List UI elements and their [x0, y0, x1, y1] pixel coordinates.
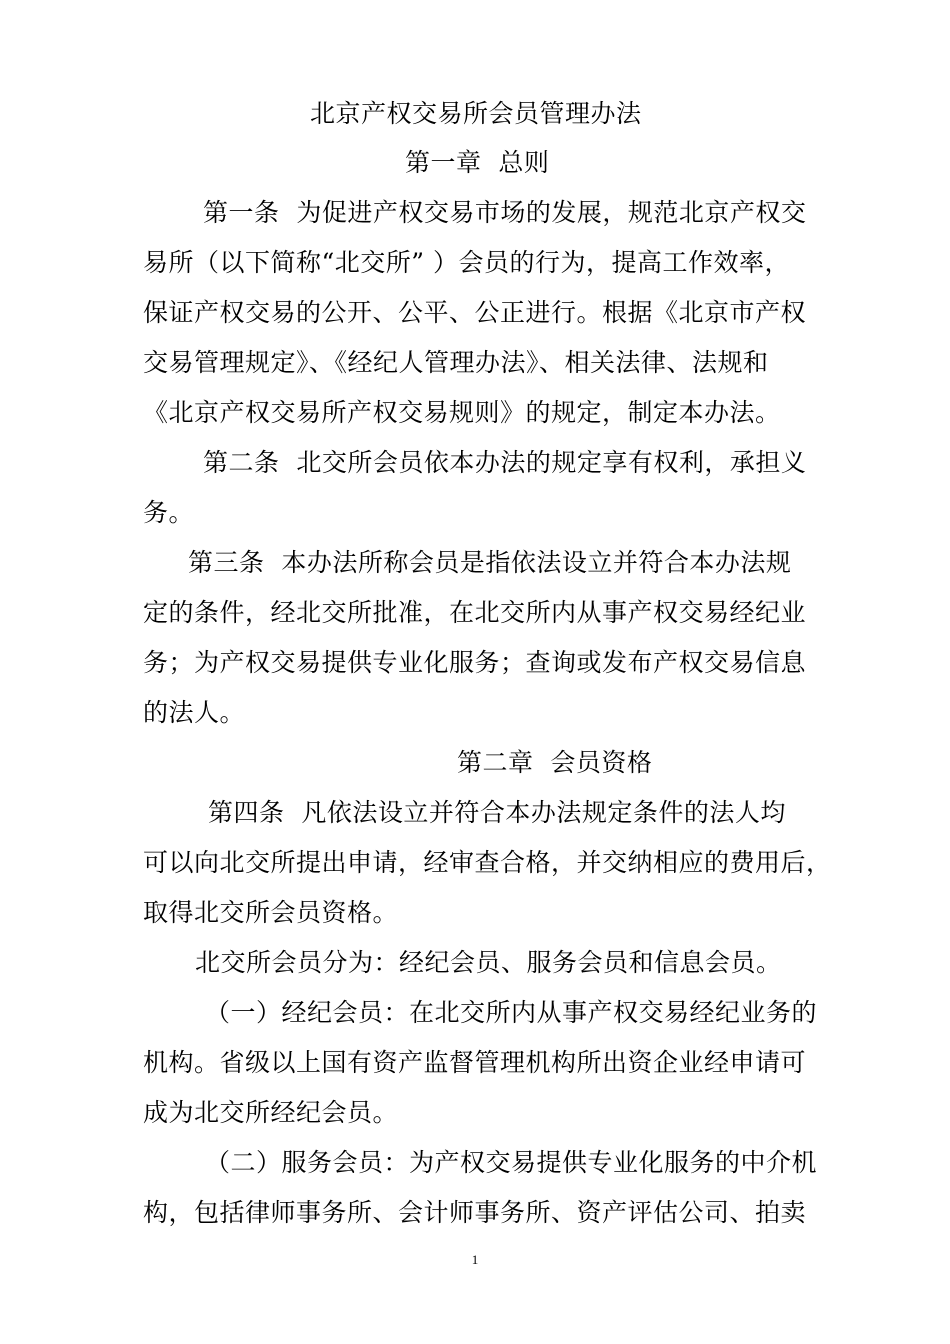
article-2-line-1: 第二条 北交所会员依本办法的规定享有权利，承担义: [203, 448, 807, 477]
chapter-heading-2: 第二章 会员资格: [457, 748, 653, 777]
article-4-line-2: 可以向北交所提出申请，经审查合格，并交纳相应的费用后，: [143, 848, 832, 877]
document-title: 北京产权交易所会员管理办法: [310, 99, 642, 128]
article-1-line-2: 易所（以下简称“北交所” ）会员的行为，提高工作效率，: [143, 248, 791, 277]
article-4-line-3: 取得北交所会员资格。: [143, 898, 399, 927]
article-3-line-2: 定的条件，经北交所批准，在北交所内从事产权交易经纪业: [143, 598, 807, 627]
member-types-line: 北交所会员分为：经纪会员、服务会员和信息会员。: [195, 948, 782, 977]
article-3-line-3: 务；为产权交易提供专业化服务；查询或发布产权交易信息: [143, 648, 807, 677]
chapter-heading-1: 第一章 总则: [405, 148, 550, 177]
article-4-line-1: 第四条 凡依法设立并符合本办法规定条件的法人均: [208, 798, 786, 827]
article-2-line-2: 务。: [143, 498, 195, 527]
article-1-line-3: 保证产权交易的公开、公平、公正进行。根据《北京市产权: [143, 298, 807, 327]
service-member-line-1: （二）服务会员：为产权交易提供专业化服务的中介机: [205, 1148, 818, 1177]
broker-member-line-1: （一）经纪会员：在北交所内从事产权交易经纪业务的: [205, 998, 818, 1027]
article-3-line-1: 第三条 本办法所称会员是指依法设立并符合本办法规: [188, 548, 792, 577]
article-3-line-4: 的法人。: [143, 698, 246, 727]
broker-member-line-2: 机构。省级以上国有资产监督管理机构所出资企业经申请可: [143, 1048, 807, 1077]
article-1-line-5: 《北京产权交易所产权交易规则》的规定，制定本办法。: [143, 398, 781, 427]
service-member-line-2: 构，包括律师事务所、会计师事务所、资产评估公司、拍卖: [143, 1198, 807, 1227]
page-number: 1: [471, 1252, 479, 1267]
broker-member-line-3: 成为北交所经纪会员。: [143, 1098, 399, 1127]
article-1-line-4: 交易管理规定》、《经纪人管理办法》、相关法律、法规和: [143, 348, 769, 377]
article-1-line-1: 第一条 为促进产权交易市场的发展，规范北京产权交: [203, 198, 807, 227]
